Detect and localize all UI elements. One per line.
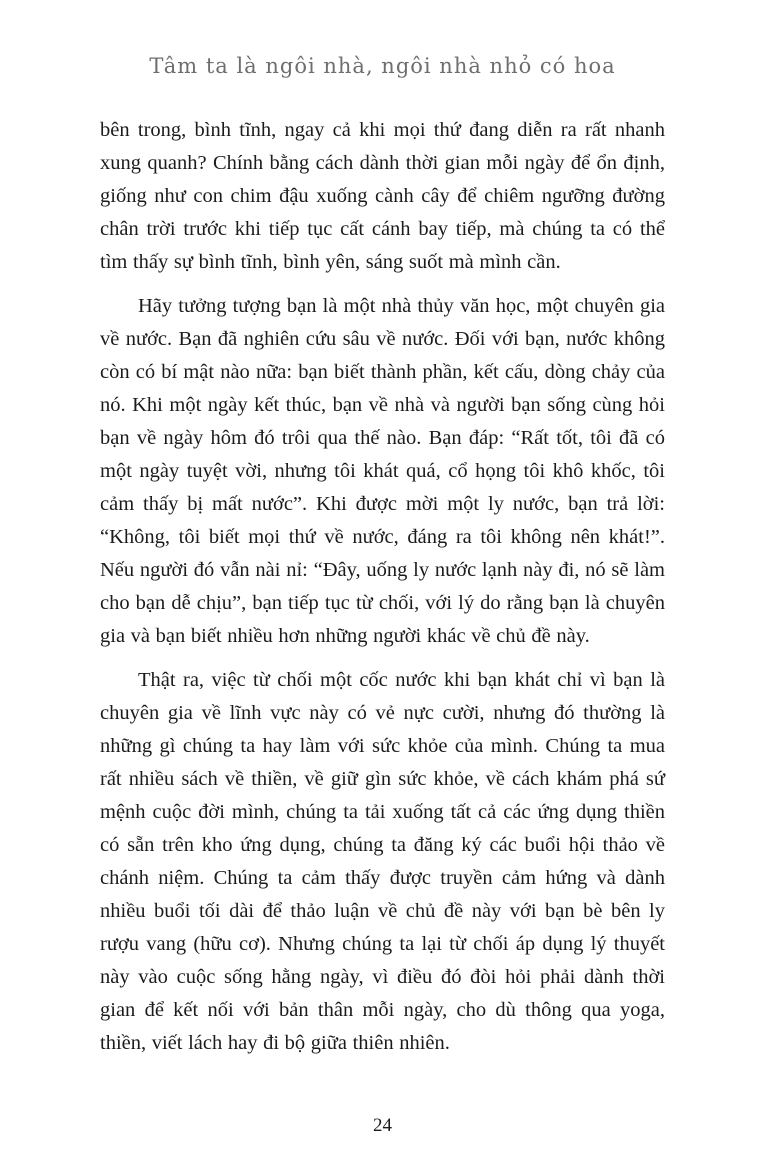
body-paragraph: Hãy tưởng tượng bạn là một nhà thủy văn học, một chuyên gia về nước. Bạn đã nghiên cứu sâu về nước. Đối với bạn, nước không còn có bí mật nào nữa: bạn biết thành phần, kết cấu, dòng chảy của nó. Khi một ngày kết thúc, bạn về nhà và người bạn sống cùng hỏi bạn về ngày hôm đó trôi qua thế nào. Bạn đáp: “Rất tốt, tôi đã có một ngày tuyệt vời, nhưng tôi khát quá, cổ họng tôi khô khốc, tôi cảm thấy bị mất nước”. Khi được mời một ly nước, bạn trả lời: “Không, tôi biết mọi thứ về nước, đáng ra tôi không nên khát!”. Nếu người đó vẫn nài nỉ: “Đây, uống ly nước lạnh này đi, nó sẽ làm cho bạn dễ chịu”, bạn tiếp tục từ chối, với lý do rằng bạn là chuyên gia và bạn biết nhiều hơn những người khác về chủ đề này. xyxy=(100,295,665,647)
running-header-title: Tâm ta là ngôi nhà, ngôi nhà nhỏ có hoa xyxy=(149,54,616,78)
body-paragraph: Thật ra, việc từ chối một cốc nước khi bạn khát chỉ vì bạn là chuyên gia về lĩnh vực này có vẻ nực cười, nhưng đó thường là những gì chúng ta hay làm với sức khỏe của mình. Chúng ta mua rất nhiều sách về thiền, về giữ gìn sức khỏe, về cách khám phá sứ mệnh cuộc đời mình, chúng ta tải xuống tất cả các ứng dụng thiền có sẵn trên kho ứng dụng, chúng ta đăng ký các buổi hội thảo về chánh niệm. Chúng ta cảm thấy được truyền cảm hứng và dành nhiều buổi tối dài để thảo luận về chủ đề này với bạn bè bên ly rượu vang (hữu cơ). Nhưng chúng ta lại từ chối áp dụng lý thuyết này vào cuộc sống hằng ngày, vì điều đó đòi hỏi phải dành thời gian để kết nối với bản thân mỗi ngày, cho dù thông qua yoga, thiền, viết lách hay đi bộ giữa thiên nhiên. xyxy=(100,669,665,1054)
body-paragraph: bên trong, bình tĩnh, ngay cả khi mọi thứ đang diễn ra rất nhanh xung quanh? Chính bằng cách dành thời gian mỗi ngày để ổn định, giống như con chim đậu xuống cành cây để chiêm ngưỡng đường chân trời trước khi tiếp tục cất cánh bay tiếp, mà chúng ta có thể tìm thấy sự bình tĩnh, bình yên, sáng suốt mà mình cần. xyxy=(100,119,665,273)
page-content xyxy=(100,114,665,1060)
page-number: 24 xyxy=(373,1115,392,1136)
